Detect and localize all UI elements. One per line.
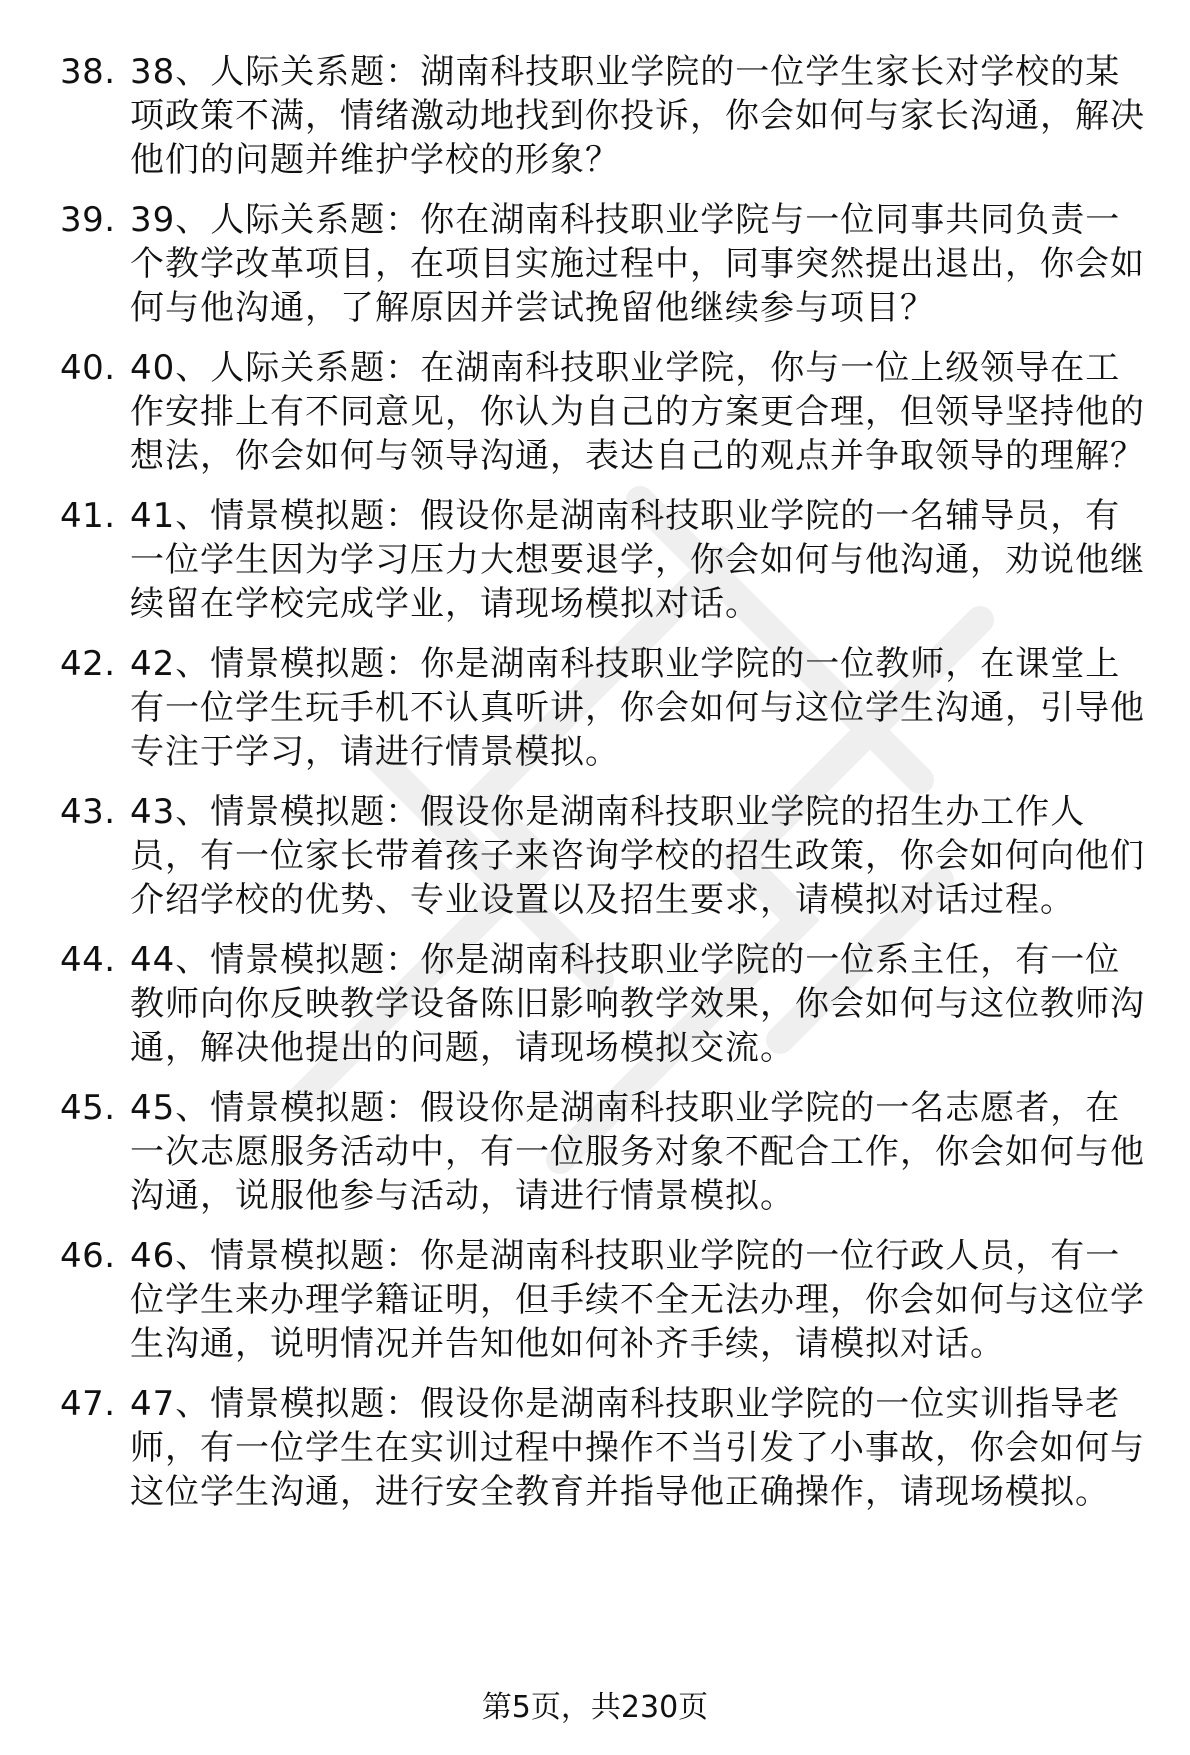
question-text: 47、情景模拟题：假设你是湖南科技职业学院的一位实训指导老师，有一位学生在实训过程中操作不当引发了小事故，你会如何与这位学生沟通，进行安全教育并指导他正确操作，请现场模拟。: [130, 1384, 1145, 1512]
question-number: 40.: [60, 348, 116, 388]
list-item-question-38: [60, 50, 1150, 182]
page-footer: [0, 1688, 1190, 1728]
question-number: 47.: [60, 1384, 116, 1424]
question-number: 44.: [60, 940, 116, 980]
list-item-question-45: [60, 1086, 1150, 1218]
question-text: 46、情景模拟题：你是湖南科技职业学院的一位行政人员，有一位学生来办理学籍证明，但手续不全无法办理，你会如何与这位学生沟通，说明情况并告知他如何补齐手续，请模拟对话。: [130, 1236, 1145, 1364]
question-number: 46.: [60, 1236, 116, 1276]
question-number: 39.: [60, 200, 116, 240]
list-item-question-39: [60, 198, 1150, 330]
list-item-question-44: [60, 938, 1150, 1070]
question-number: 43.: [60, 792, 116, 832]
question-number: 38.: [60, 52, 116, 92]
question-number: 45.: [60, 1088, 116, 1128]
list-item-question-42: [60, 642, 1150, 774]
list-item-question-40: [60, 346, 1150, 478]
question-text: 40、人际关系题：在湖南科技职业学院，你与一位上级领导在工作安排上有不同意见，你认为自己的方案更合理，但领导坚持他的想法，你会如何与领导沟通，表达自己的观点并争取领导的理解？: [130, 348, 1145, 476]
question-number: 42.: [60, 644, 116, 684]
question-text: 42、情景模拟题：你是湖南科技职业学院的一位教师，在课堂上有一位学生玩手机不认真听讲，你会如何与这位学生沟通，引导他专注于学习，请进行情景模拟。: [130, 644, 1145, 772]
page-number-label: 第5页，共230页: [481, 1690, 709, 1725]
list-item-question-41: [60, 494, 1150, 626]
question-list: [60, 50, 1150, 1530]
question-text: 39、人际关系题：你在湖南科技职业学院与一位同事共同负责一个教学改革项目，在项目实施过程中，同事突然提出退出，你会如何与他沟通，了解原因并尝试挽留他继续参与项目？: [130, 200, 1145, 328]
question-number: 41.: [60, 496, 116, 536]
question-text: 41、情景模拟题：假设你是湖南科技职业学院的一名辅导员，有一位学生因为学习压力大想要退学，你会如何与他沟通，劝说他继续留在学校完成学业，请现场模拟对话。: [130, 496, 1145, 624]
list-item-question-46: [60, 1234, 1150, 1366]
question-text: 43、情景模拟题：假设你是湖南科技职业学院的招生办工作人员，有一位家长带着孩子来咨询学校的招生政策，你会如何向他们介绍学校的优势、专业设置以及招生要求，请模拟对话过程。: [130, 792, 1145, 920]
list-item-question-47: [60, 1382, 1150, 1514]
question-text: 44、情景模拟题：你是湖南科技职业学院的一位系主任，有一位教师向你反映教学设备陈旧影响教学效果，你会如何与这位教师沟通，解决他提出的问题，请现场模拟交流。: [130, 940, 1145, 1068]
question-text: 45、情景模拟题：假设你是湖南科技职业学院的一名志愿者，在一次志愿服务活动中，有一位服务对象不配合工作，你会如何与他沟通，说服他参与活动，请进行情景模拟。: [130, 1088, 1145, 1216]
list-item-question-43: [60, 790, 1150, 922]
question-text: 38、人际关系题：湖南科技职业学院的一位学生家长对学校的某项政策不满，情绪激动地找到你投诉，你会如何与家长沟通，解决他们的问题并维护学校的形象？: [130, 52, 1145, 180]
